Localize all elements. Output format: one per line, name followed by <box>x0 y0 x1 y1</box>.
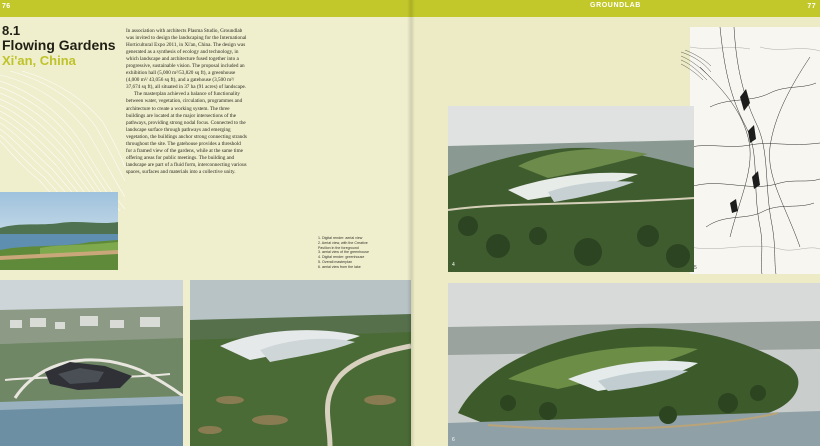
title-block <box>0 17 120 197</box>
header-band-right <box>411 0 820 17</box>
photo-lake-view <box>0 192 118 270</box>
photo-number-render1: 4 <box>452 262 455 268</box>
caption-list <box>318 236 398 270</box>
photo-number-render2: 6 <box>452 437 455 443</box>
project-location: Xi'an, China <box>2 53 76 68</box>
body-text <box>126 28 248 176</box>
caption-item: 6. aerial view from the lake <box>318 264 361 269</box>
page-number-right: 77 <box>807 3 816 10</box>
body-paragraph: The masterplan achieved a balance of functionality between water, vegetation, circulation, programmes and architecture to create a working system. The three buildings are located at the major intersections of the pathways, providing strong nodal focus. Connected to the landscape surface through pathways and emerging vegetation, the buildings anchor strong connecting strands throughout the site. The gatehouse provides a threshold for a framed view of the gardens, while at the same time offering areas for public meetings. The building and landscape are part of a fluid form, interconnecting various spaces, surfaces and materials into a collective unity. <box>126 91 247 175</box>
section-number: 8.1 <box>2 23 21 38</box>
swirl-graphic <box>0 71 125 211</box>
sketch-graphic <box>681 50 711 80</box>
caption-item: 5. Overall masterplan <box>318 259 353 264</box>
caption-item: 3. aerial view of the greenhouse <box>318 250 369 255</box>
caption-item: 4. Digital render: greenhouse <box>318 255 365 260</box>
body-paragraph: In association with architects Plasma Studio, Groundlab was invited to design the landscaping for the International Horticultural Expo 2011, in Xi'an, China. The design was generated as a synthesis of ecology and technology, in which landscape and architecture fused together into a progressive, sustainable vision. The proposal included an exhibition hall (5,000 m²/53,820 sq ft), a greenhouse (4,000 m²/ 43,056 sq ft), and a gatehouse (3,500 m²/ 37,674 sq ft), all situated in 37 ha (91 acres) of landscape. <box>126 28 247 91</box>
photo-number-plan: 5 <box>694 265 697 271</box>
spine-gutter <box>407 0 415 446</box>
caption-item: Pavilion in the foreground <box>318 245 359 250</box>
caption-item: 1. Digital render: aerial view <box>318 236 363 240</box>
project-title: Flowing Gardens <box>2 37 116 53</box>
section-label: GROUNDLAB <box>590 2 641 9</box>
page-number-left: 76 <box>2 3 11 10</box>
photo-render-aerial <box>448 106 694 272</box>
photo-expo-aerial <box>0 280 183 446</box>
right-page <box>411 0 820 446</box>
photo-render-lake <box>448 283 820 446</box>
caption-item: 2. Aerial view, with the Creative <box>318 240 368 245</box>
header-band-left <box>0 0 411 17</box>
photo-greenhouse-aerial <box>190 280 411 446</box>
